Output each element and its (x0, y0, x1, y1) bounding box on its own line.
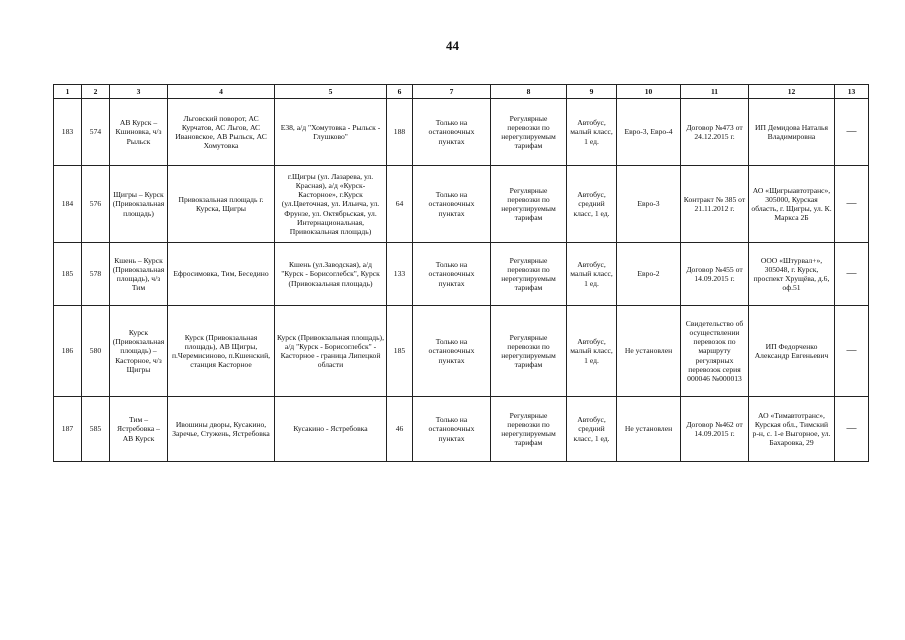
cell-vehicle: Автобус, малый класс, 1 ед. (567, 306, 617, 397)
header-cell: 1 (54, 85, 82, 99)
cell-boarding: Только на остановочных пунктах (413, 99, 491, 166)
cell-roads: Е38, а/д "Хомутовка - Рыльск - Глушково" (275, 99, 387, 166)
cell-length: 133 (387, 243, 413, 306)
cell-contract: Договор №455 от 14.09.2015 г. (681, 243, 749, 306)
header-cell: 10 (617, 85, 681, 99)
cell-boarding: Только на остановочных пунктах (413, 397, 491, 462)
cell-eco-class: Евро-3 (617, 166, 681, 243)
cell-roads: Кусакино - Ястребовка (275, 397, 387, 462)
header-cell: 4 (168, 85, 275, 99)
table-row (54, 397, 869, 462)
table-row (54, 99, 869, 166)
table-row (54, 306, 869, 397)
cell-roads: Курск (Привокзальная площадь), а/д "Курск - Борисоглебск" - Касторное - граница Липецкой области (275, 306, 387, 397)
cell-service-type: Регулярные перевозки по нерегулируемым тарифам (491, 243, 567, 306)
cell-contract: Свидетельство об осуществлении перевозок по маршруту регулярных перевозок серия 000046 №000013 (681, 306, 749, 397)
cell-vehicle: Автобус, средний класс, 1 ед. (567, 397, 617, 462)
cell-extra: — (835, 306, 869, 397)
header-cell: 8 (491, 85, 567, 99)
cell-service-type: Регулярные перевозки по нерегулируемым тарифам (491, 306, 567, 397)
header-cell: 3 (110, 85, 168, 99)
cell-stops: Привокзальная площадь г. Курска, Щигры (168, 166, 275, 243)
cell-eco-class: Евро-2 (617, 243, 681, 306)
cell-number: 187 (54, 397, 82, 462)
header-row (54, 85, 869, 99)
cell-boarding: Только на остановочных пунктах (413, 243, 491, 306)
cell-service-type: Регулярные перевозки по нерегулируемым тарифам (491, 397, 567, 462)
cell-number: 183 (54, 99, 82, 166)
cell-eco-class: Не установлен (617, 397, 681, 462)
table-row (54, 166, 869, 243)
cell-eco-class: Не установлен (617, 306, 681, 397)
header-cell: 11 (681, 85, 749, 99)
cell-service-type: Регулярные перевозки по нерегулируемым тарифам (491, 166, 567, 243)
cell-length: 185 (387, 306, 413, 397)
cell-vehicle: Автобус, малый класс, 1 ед. (567, 243, 617, 306)
cell-route-name: Курск (Привокзальная площадь) – Касторное, ч/з Щигры (110, 306, 168, 397)
cell-number: 186 (54, 306, 82, 397)
cell-vehicle: Автобус, малый класс, 1 ед. (567, 99, 617, 166)
header-cell: 2 (82, 85, 110, 99)
cell-carrier: АО «Щигрыавтотранс», 305000, Курская область, г. Щигры, ул. К. Маркса 2Б (749, 166, 835, 243)
cell-boarding: Только на остановочных пунктах (413, 166, 491, 243)
page-number: 44 (446, 38, 459, 53)
cell-carrier: ИП Федорченко Александр Евгеньевич (749, 306, 835, 397)
cell-contract: Договор №462 от 14.09.2015 г. (681, 397, 749, 462)
cell-contract: Договор №473 от 24.12.2015 г. (681, 99, 749, 166)
cell-route-name: Щигры – Курск (Привокзальная площадь) (110, 166, 168, 243)
cell-route-number: 574 (82, 99, 110, 166)
cell-service-type: Регулярные перевозки по нерегулируемым тарифам (491, 99, 567, 166)
cell-route-name: АВ Курск – Кшиновка, ч/з Рыльск (110, 99, 168, 166)
cell-number: 184 (54, 166, 82, 243)
cell-length: 46 (387, 397, 413, 462)
table-row (54, 243, 869, 306)
cell-length: 64 (387, 166, 413, 243)
cell-number: 185 (54, 243, 82, 306)
cell-stops: Льговский поворот, АС Курчатов, АС Льгов, АС Ивановское, АВ Рыльск, АС Хомутовка (168, 99, 275, 166)
header-cell: 6 (387, 85, 413, 99)
header-cell: 9 (567, 85, 617, 99)
cell-route-number: 576 (82, 166, 110, 243)
cell-extra: — (835, 166, 869, 243)
cell-contract: Контракт № 385 от 21.11.2012 г. (681, 166, 749, 243)
cell-extra: — (835, 243, 869, 306)
cell-eco-class: Евро-3, Евро-4 (617, 99, 681, 166)
header-cell: 13 (835, 85, 869, 99)
cell-route-number: 585 (82, 397, 110, 462)
cell-carrier: ООО «Штурвал+», 305048, г. Курск, проспект Хрущёва, д.6, оф.51 (749, 243, 835, 306)
cell-route-number: 580 (82, 306, 110, 397)
cell-route-name: Тим – Ястребовка – АВ Курск (110, 397, 168, 462)
cell-stops: Ивошины дворы, Кусакино, Заречье, Стужень, Ястребовка (168, 397, 275, 462)
cell-route-name: Кшень – Курск (Привокзальная площадь), ч/з Тим (110, 243, 168, 306)
cell-length: 188 (387, 99, 413, 166)
cell-stops: Ефросимовка, Тим, Беседино (168, 243, 275, 306)
header-cell: 5 (275, 85, 387, 99)
cell-vehicle: Автобус, средний класс, 1 ед. (567, 166, 617, 243)
cell-roads: Кшень (ул.Заводская), а/д "Курск - Борисоглебск", Курск (Привокзальная площадь) (275, 243, 387, 306)
cell-carrier: ИП Демидова Наталья Владимировна (749, 99, 835, 166)
routes-table (53, 84, 869, 462)
cell-roads: г.Щигры (ул. Лазарева, ул. Красная), а/д «Курск-Касторное», г.Курск (ул.Цветочная, ул. Ильича, ул. Фрунзе, ул. Октябрьская, ул. Интернациональная, Привокзальная площадь) (275, 166, 387, 243)
cell-route-number: 578 (82, 243, 110, 306)
cell-extra: — (835, 99, 869, 166)
cell-extra: — (835, 397, 869, 462)
header-cell: 7 (413, 85, 491, 99)
cell-carrier: АО «Тимавтотранс», Курская обл., Тимский р-н, с. 1-е Выгорное, ул. Бахаровка, 29 (749, 397, 835, 462)
cell-boarding: Только на остановочных пунктах (413, 306, 491, 397)
header-cell: 12 (749, 85, 835, 99)
cell-stops: Курск (Привокзальная площадь), АВ Щигры, п.Черемисиново, п.Кшенский, станция Касторное (168, 306, 275, 397)
